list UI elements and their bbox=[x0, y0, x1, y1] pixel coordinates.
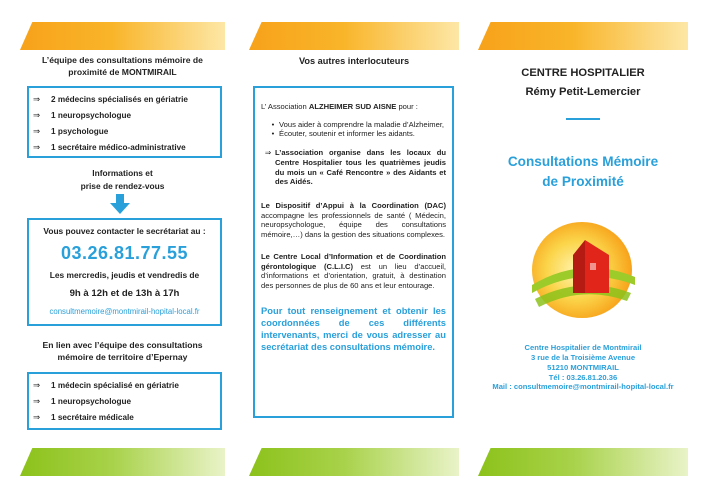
address-line: 51210 MONTMIRAIL bbox=[547, 362, 619, 372]
bottom-green-band-middle bbox=[249, 448, 459, 476]
assoc-intro: L’ Association ALZHEIMER SUD AISNE pour : bbox=[261, 102, 418, 111]
assoc-bullets bbox=[261, 120, 446, 139]
info-line2: prise de rendez-vous bbox=[80, 181, 165, 192]
arrow-icon: ⇒ bbox=[33, 395, 41, 406]
bullet-icon: • bbox=[271, 129, 275, 139]
list-item: ⇒ 1 psychologue bbox=[29, 123, 220, 139]
down-arrow-icon bbox=[110, 194, 130, 214]
team-title-line2: proximité de MONTMIRAIL bbox=[68, 66, 177, 77]
contact-hours: 9h à 12h et de 13h à 17h bbox=[69, 288, 180, 299]
arrow-icon: ⇒ bbox=[33, 109, 41, 120]
list-item: ⇒ 1 secrétaire médico-administrative bbox=[29, 139, 220, 155]
left-panel-title bbox=[20, 55, 225, 78]
list-item: ⇒ 1 secrétaire médicale bbox=[29, 409, 220, 425]
arrow-icon: ⇒ bbox=[264, 148, 272, 158]
sun-house-logo-icon bbox=[527, 215, 637, 325]
arrow-icon: ⇒ bbox=[33, 379, 41, 390]
interlocutors-box bbox=[253, 86, 454, 418]
service-title bbox=[478, 152, 688, 191]
dac-paragraph: Le Dispositif d’Appui à la Coordination (DAC) accompagne les professionnels de santé ( Médecin, neuropsychologue, équipe des consultations mémoire,…) dans la gestion des situations complexes. bbox=[261, 201, 446, 240]
title-divider bbox=[566, 118, 600, 120]
epernay-title-line2: mémoire de territoire d’Epernay bbox=[57, 351, 188, 362]
address-line: 3 rue de la Troisième Avenue bbox=[530, 352, 636, 362]
contact-title: Vous pouvez contacter le secrétariat au : bbox=[43, 226, 206, 236]
info-line1: Informations et bbox=[92, 168, 153, 178]
list-item: ⇒ 1 neuropsychologue bbox=[29, 107, 220, 123]
info-heading bbox=[20, 167, 225, 194]
top-orange-band-right bbox=[478, 22, 688, 50]
arrow-icon: ⇒ bbox=[33, 141, 41, 152]
epernay-team-box bbox=[27, 372, 222, 430]
top-orange-band-left bbox=[20, 22, 225, 50]
bullet-icon: • bbox=[271, 119, 275, 129]
list-item: ⇒ 1 médecin spécialisé en gériatrie bbox=[29, 377, 220, 393]
arrow-icon: ⇒ bbox=[33, 93, 41, 104]
list-item: ⇒ 1 neuropsychologue bbox=[29, 393, 220, 409]
address-block bbox=[478, 343, 688, 392]
list-item: • Vous aider à comprendre la maladie d’Alzheimer, bbox=[267, 120, 446, 130]
list-item: ⇒ 2 médecins spécialisés en gériatrie bbox=[29, 91, 220, 107]
middle-panel-title: Vos autres interlocuteurs bbox=[298, 56, 410, 66]
bottom-green-band-right bbox=[478, 448, 688, 476]
phone-number[interactable]: 03.26.81.77.55 bbox=[60, 243, 189, 263]
contact-days: Les mercredis, jeudis et vendredis de bbox=[49, 270, 200, 280]
hospital-line2: Rémy Petit-Lemercier bbox=[525, 86, 641, 98]
mail-line[interactable]: Mail : consultmemoire@montmirail-hopital-local.fr bbox=[492, 382, 674, 392]
contact-box bbox=[27, 218, 222, 326]
cafe-paragraph: ⇒ L’association organise dans les locaux du Centre Hospitalier tous les quatrièmes jeudis du mois un « Café Rencontre » des Aidants et des Aidés. bbox=[261, 148, 446, 187]
assoc-name: ALZHEIMER SUD AISNE bbox=[308, 102, 397, 111]
closing-paragraph: Pour tout renseignement et obtenir les coordonnées de ces différents intervenants, merci de vous adresser au secrétariat des consultations mémoire. bbox=[261, 304, 446, 352]
email-link[interactable]: consultmemoire@montmirail-hopital-local.fr bbox=[49, 307, 200, 316]
hospital-name bbox=[478, 67, 688, 98]
clic-paragraph: Le Centre Local d’Information et de Coordination gérontologique (C.L.I.C) est un lieu d’accueil, d’informations et d’orientation, gratuit, à destination des personnes de plus de 60 ans et leur entourage. bbox=[261, 251, 446, 291]
arrow-icon: ⇒ bbox=[33, 411, 41, 422]
bottom-green-band-left bbox=[20, 448, 225, 476]
address-line: Centre Hospitalier de Montmirail bbox=[524, 343, 642, 352]
arrow-icon: ⇒ bbox=[33, 125, 41, 136]
hospital-line1: CENTRE HOSPITALIER bbox=[521, 67, 645, 79]
team-title-line1: L’équipe des consultations mémoire de bbox=[42, 55, 203, 65]
epernay-title-line1: En lien avec l’équipe des consultations bbox=[42, 340, 203, 350]
phone-line: Tél : 03.26.81.20.36 bbox=[548, 372, 618, 382]
service-line1: Consultations Mémoire bbox=[507, 154, 659, 169]
top-orange-band-middle bbox=[249, 22, 459, 50]
montmirail-team-box bbox=[27, 86, 222, 158]
service-line2: de Proximité bbox=[542, 173, 624, 189]
epernay-title bbox=[20, 340, 225, 363]
list-item: • Écouter, soutenir et informer les aidants. bbox=[267, 129, 446, 139]
